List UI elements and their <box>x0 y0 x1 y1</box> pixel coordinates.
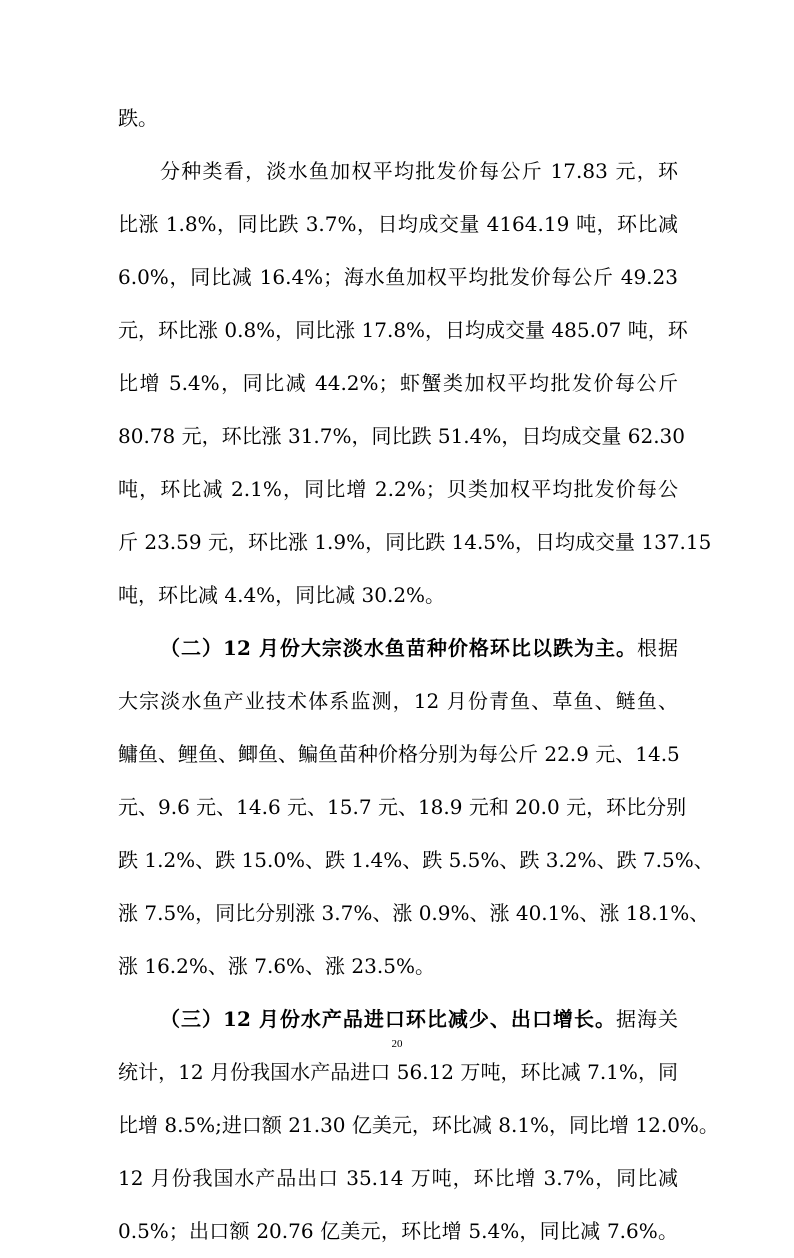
text-line: 12 月份我国水产品出口 35.14 万吨，环比增 3.7%，同比减 <box>118 1166 678 1190</box>
text-line: 统计，12 月份我国水产品进口 56.12 万吨，环比减 7.1%，同 <box>118 1060 678 1084</box>
text-line: 吨，环比减 2.1%，同比增 2.2%；贝类加权平均批发价每公 <box>118 477 678 501</box>
text-line: 6.0%，同比减 16.4%；海水鱼加权平均批发价每公斤 49.23 <box>118 265 678 289</box>
text-line: 0.5%；出口额 20.76 亿美元，环比增 5.4%，同比减 7.6%。 <box>118 1219 678 1243</box>
section-heading-line: （三）12 月份水产品进口环比减少、出口增长。据海关 <box>160 1007 679 1031</box>
text-line: 分种类看，淡水鱼加权平均批发价每公斤 17.83 元，环 <box>160 159 678 183</box>
text-line: 跌。 <box>118 106 158 130</box>
text-line: 斤 23.59 元，环比涨 1.9%，同比跌 14.5%，日均成交量 137.15 <box>118 530 712 554</box>
text-line: 80.78 元，环比涨 31.7%，同比跌 51.4%，日均成交量 62.30 <box>118 424 686 448</box>
text-line: 比增 8.5%;进口额 21.30 亿美元，环比减 8.1%，同比增 12.0%。 <box>118 1113 719 1137</box>
section-heading: （二）12 月份大宗淡水鱼苗种价格环比以跌为主。 <box>160 636 637 660</box>
section-heading: （三）12 月份水产品进口环比减少、出口增长。 <box>160 1007 616 1031</box>
text-line: 比涨 1.8%，同比跌 3.7%，日均成交量 4164.19 吨，环比减 <box>118 212 678 236</box>
text-line: 吨，环比减 4.4%，同比减 30.2%。 <box>118 583 446 607</box>
text-line: 元，环比涨 0.8%，同比涨 17.8%，日均成交量 485.07 吨，环 <box>118 318 688 342</box>
text-line: 大宗淡水鱼产业技术体系监测，12 月份青鱼、草鱼、鲢鱼、 <box>118 689 678 713</box>
text-line: 涨 16.2%、涨 7.6%、涨 23.5%。 <box>118 954 435 978</box>
text-line: 涨 7.5%，同比分别涨 3.7%、涨 0.9%、涨 40.1%、涨 18.1%、 <box>118 901 710 925</box>
body-text <box>118 92 719 1258</box>
text-line: 元、9.6 元、14.6 元、15.7 元、18.9 元和 20.0 元，环比分别 <box>118 795 687 819</box>
text-line: 比增 5.4%，同比减 44.2%；虾蟹类加权平均批发价每公斤 <box>118 371 678 395</box>
section-heading-line: （二）12 月份大宗淡水鱼苗种价格环比以跌为主。根据 <box>160 636 679 660</box>
text-line: 鳙鱼、鲤鱼、鲫鱼、鳊鱼苗种价格分别为每公斤 22.9 元、14.5 <box>118 742 680 766</box>
text-line: 跌 1.2%、跌 15.0%、跌 1.4%、跌 5.5%、跌 3.2%、跌 7.5%、 <box>118 848 714 872</box>
page-number: 20 <box>391 1038 403 1050</box>
